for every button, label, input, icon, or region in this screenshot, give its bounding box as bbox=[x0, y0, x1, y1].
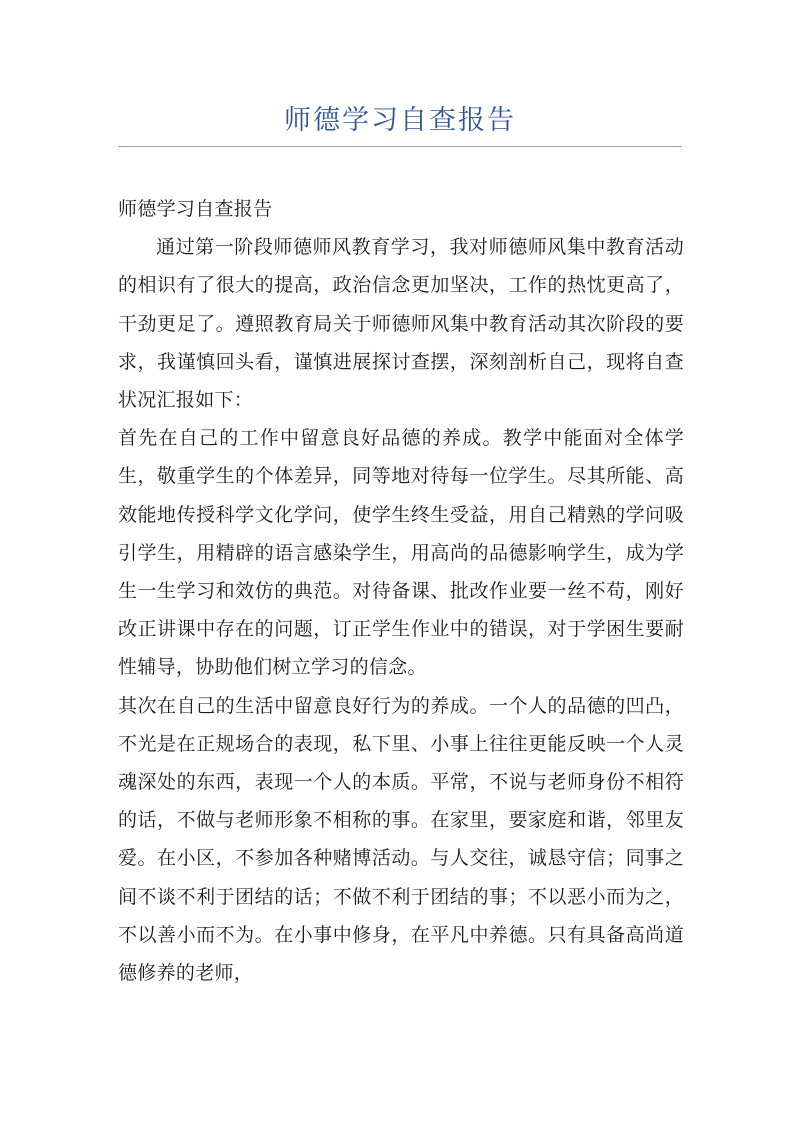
paragraph-intro: 通过第一阶段师德师风教育学习，我对师德师风集中教育活动的相识有了很大的提高，政治信念更加坚决，工作的热忱更高了，干劲更足了。遵照教育局关于师德师风集中教育活动其次阶段的要求，我谨慎回头看，谨慎进展探讨查摆，深刻剖析自己，现将自查状况汇报如下： bbox=[118, 236, 684, 412]
document-title: 师德学习自查报告 bbox=[284, 105, 516, 136]
document-body bbox=[118, 190, 684, 992]
title-divider bbox=[118, 146, 682, 147]
paragraph-life-conduct: 其次在自己的生活中留意良好行为的养成。一个人的品德的凹凸，不光是在正规场合的表现，私下里、小事上往往更能反映一个人灵魂深处的东西，表现一个人的本质。平常，不说与老师身份不相符的话，不做与老师形象不相称的事。在家里，要家庭和谐，邻里友爱。在小区，不参加各种赌博活动。与人交往，诚恳守信；同事之间不谈不利于团结的话；不做不利于团结的事；不以恶小而为之，不以善小而不为。在小事中修身，在平凡中养德。只有具备高尚道德修养的老师， bbox=[118, 694, 684, 985]
paragraph-work-conduct: 首先在自己的工作中留意良好品德的养成。教学中能面对全体学生，敬重学生的个体差异，同等地对待每一位学生。尽其所能、高效能地传授科学文化学问，使学生终生受益，用自己精熟的学问吸引学生，用精辟的语言感染学生，用高尚的品德影响学生，成为学生一生学习和效仿的典范。对待备课、批改作业要一丝不苟，刚好改正讲课中存在的问题，订正学生作业中的错误，对于学困生要耐性辅导，协助他们树立学习的信念。 bbox=[118, 427, 684, 679]
document-subtitle: 师德学习自查报告 bbox=[118, 198, 273, 220]
